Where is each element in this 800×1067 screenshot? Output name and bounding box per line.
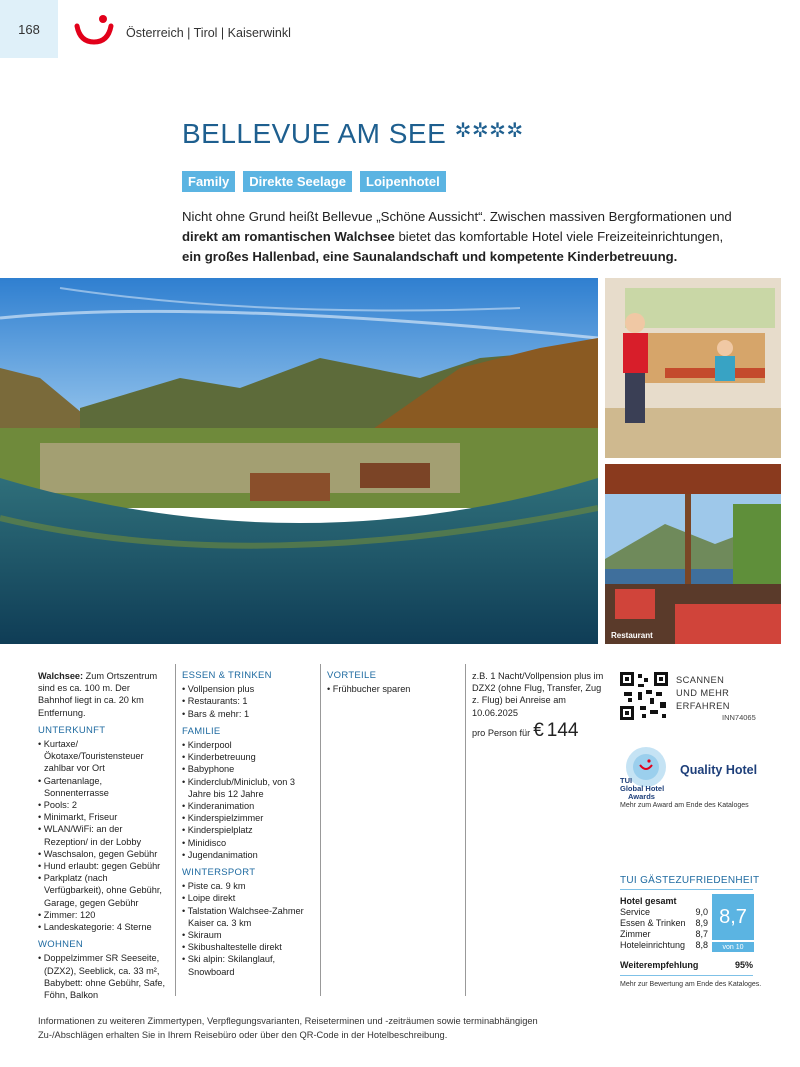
- wintersport-list: [182, 880, 312, 978]
- list-item: • Ski alpin: Skilanglauf, Snowboard: [182, 953, 312, 977]
- score-scale: von 10: [712, 942, 754, 952]
- info-column-2: [182, 670, 312, 978]
- offer-text: z.B. 1 Nacht/Vollpension plus im DZX2 (ohne Flug, Transfer, Zug z. Flug) bei Anreise am 10.06.2025: [472, 671, 604, 718]
- wintersport-heading: WINTERSPORT: [182, 867, 256, 879]
- divider: [620, 889, 753, 890]
- page-number: 168: [0, 0, 58, 58]
- location-text: [38, 670, 166, 719]
- kids-club-photo: [605, 278, 781, 458]
- list-item: • Kinderbetreuung: [182, 751, 312, 763]
- column-divider: [320, 664, 321, 996]
- rating-value: 8,9: [695, 918, 708, 928]
- price-column: [472, 670, 604, 739]
- list-item: • Loipe direkt: [182, 892, 312, 904]
- hotel-code: INN74065: [722, 713, 756, 722]
- overall-score: 8,7: [712, 894, 754, 940]
- list-item: • Kinderanimation: [182, 800, 312, 812]
- hotel-name: BELLEVUE AM SEE: [182, 118, 447, 149]
- recommendation: [620, 960, 753, 970]
- location-desc: Zum Ortszentrum sind es ca. 100 m. Der Bahnhof liegt in ca. 20 km Entfernung.: [38, 671, 158, 718]
- list-item: • Kinderspielplatz: [182, 824, 312, 836]
- rating-label: Zimmer: [620, 929, 651, 939]
- footer-note: Informationen zu weiteren Zimmertypen, Verpflegungsvarianten, Reiseterminen und -zeiträumen sowie terminabhängigen Zu-/Abschlägen erhalten Sie in Ihrem Reisebüro oder über den QR-Code in der Hotelbeschreibung.: [38, 1016, 538, 1040]
- scan-line: ERFAHREN: [676, 701, 730, 711]
- essen-heading: ESSEN & TRINKEN: [182, 670, 272, 681]
- recommend-value: 95%: [734, 960, 753, 970]
- photo-caption: Restaurant: [611, 631, 653, 640]
- rating-value: 9,0: [695, 907, 708, 917]
- list-item: • Babyphone: [182, 763, 312, 775]
- qr-scan-text: [676, 674, 730, 713]
- intro-bold: direkt am romantischen Walchsee: [182, 229, 395, 244]
- breadcrumb: Österreich | Tirol | Kaiserwinkl: [126, 26, 291, 40]
- rating-label: Service: [620, 907, 651, 917]
- location-name: Walchsee:: [38, 671, 84, 681]
- intro-text: [182, 207, 742, 267]
- award-badge: [616, 745, 766, 800]
- price-row: [472, 719, 604, 741]
- award-note: Mehr zum Award am Ende des Kataloges: [620, 802, 749, 809]
- list-item: • Kinderclub/Miniclub, von 3 Jahre bis 12 Jahre: [182, 776, 312, 800]
- list-item: • Kinderspielzimmer: [182, 812, 312, 824]
- intro-part: bietet das komfortable Hotel viele Freizeiteinrichtungen,: [394, 229, 724, 244]
- column-divider: [465, 664, 466, 996]
- star-rating: ✲✲✲✲: [454, 120, 524, 142]
- list-item: • Piste ca. 9 km: [182, 880, 312, 892]
- price-currency: €: [533, 719, 544, 741]
- list-item: • Pools: 2: [38, 799, 166, 811]
- satisfaction-heading: TUI GÄSTEZUFRIEDENHEIT: [620, 875, 760, 886]
- price-label: pro Person für: [472, 727, 531, 738]
- list-item: • Hund erlaubt: gegen Gebühr: [38, 860, 166, 872]
- info-column-3: [327, 670, 457, 695]
- wohnen-heading: WOHNEN: [38, 939, 84, 951]
- list-item: • Kinderpool: [182, 739, 312, 751]
- rating-row: [620, 918, 708, 929]
- list-item: • Kurtaxe/Ökotaxe/Touristensteuer zahlbar vor Ort: [38, 738, 166, 775]
- unterkunft-heading: UNTERKUNFT: [38, 724, 106, 736]
- familie-heading: FAMILIE: [182, 725, 221, 737]
- list-item: • Frühbucher sparen: [327, 683, 457, 695]
- intro-bold: ein großes Hallenbad, eine Saunalandschaft und kompetente Kinderbetreuung.: [182, 249, 678, 264]
- list-item: • Talstation Walchsee-Zahmer Kaiser ca. 3 km: [182, 905, 312, 929]
- list-item: • Zimmer: 120: [38, 909, 166, 921]
- list-item: • Waschsalon, gegen Gebühr: [38, 848, 166, 860]
- rating-note: Mehr zur Bewertung am Ende des Kataloges.: [620, 981, 762, 988]
- rating-list: [620, 896, 708, 951]
- list-item: • Vollpension plus: [182, 683, 312, 695]
- list-item: • Parkplatz (nach Verfügbarkeit), ohne Gebühr, Garage, gegen Gebühr: [38, 872, 166, 909]
- award-brand: TUI: [620, 776, 633, 785]
- column-divider: [175, 664, 176, 996]
- rating-row: [620, 929, 708, 940]
- list-item: • Jugendanimation: [182, 849, 312, 861]
- rating-label: Essen & Trinken: [620, 918, 686, 928]
- unterkunft-list: [38, 738, 166, 933]
- tag-loipenhotel: Loipenhotel: [360, 171, 446, 192]
- list-item: • Doppelzimmer SR Seeseite, (DZX2), Seeblick, ca. 33 m², Babybett: ohne Gebühr, Safe, Föhn, Balkon: [38, 952, 166, 1001]
- main-photo-lake: [0, 278, 598, 644]
- info-column-1: [38, 670, 166, 1001]
- list-item: • Gartenanlage, Sonnenterrasse: [38, 775, 166, 799]
- rating-row: [620, 907, 708, 918]
- list-item: • Minimarkt, Friseur: [38, 811, 166, 823]
- tui-logo: [72, 12, 116, 48]
- scan-line: UND MEHR: [676, 688, 730, 698]
- list-item: • Bars & mehr: 1: [182, 708, 312, 720]
- hotel-title: [182, 118, 524, 150]
- award-title: Quality Hotel: [680, 763, 758, 777]
- tag-list: [182, 171, 446, 192]
- award-line: Awards: [628, 792, 655, 801]
- list-item: • Skibushaltestelle direkt: [182, 941, 312, 953]
- scan-line: SCANNEN: [676, 675, 725, 685]
- award-line: Global Hotel: [620, 784, 665, 793]
- rating-label: Hoteleinrichtung: [620, 940, 686, 950]
- price-value: 144: [546, 719, 579, 741]
- total-label: Hotel gesamt: [620, 896, 677, 906]
- vorteile-heading: VORTEILE: [327, 670, 377, 681]
- list-item: • Landeskategorie: 4 Sterne: [38, 921, 166, 933]
- intro-part: Nicht ohne Grund heißt Bellevue „Schöne Aussicht“. Zwischen massiven Bergformationen und: [182, 209, 732, 224]
- familie-list: [182, 739, 312, 861]
- qr-code-icon[interactable]: [620, 672, 668, 720]
- rating-value: 8,7: [695, 929, 708, 939]
- vorteile-list: [327, 683, 457, 695]
- restaurant-photo: [605, 464, 781, 644]
- rating-row: [620, 940, 708, 951]
- tag-family: Family: [182, 171, 235, 192]
- list-item: • WLAN/WiFi: an der Rezeption/ in der Lobby: [38, 823, 166, 847]
- essen-list: [182, 683, 312, 720]
- tag-seelage: Direkte Seelage: [243, 171, 352, 192]
- award-text: [620, 777, 664, 801]
- rating-value: 8,8: [695, 940, 708, 950]
- divider: [620, 975, 753, 976]
- list-item: • Minidisco: [182, 837, 312, 849]
- recommend-label: Weiterempfehlung: [620, 960, 699, 970]
- list-item: • Restaurants: 1: [182, 695, 312, 707]
- list-item: • Skiraum: [182, 929, 312, 941]
- wohnen-list: [38, 952, 166, 1001]
